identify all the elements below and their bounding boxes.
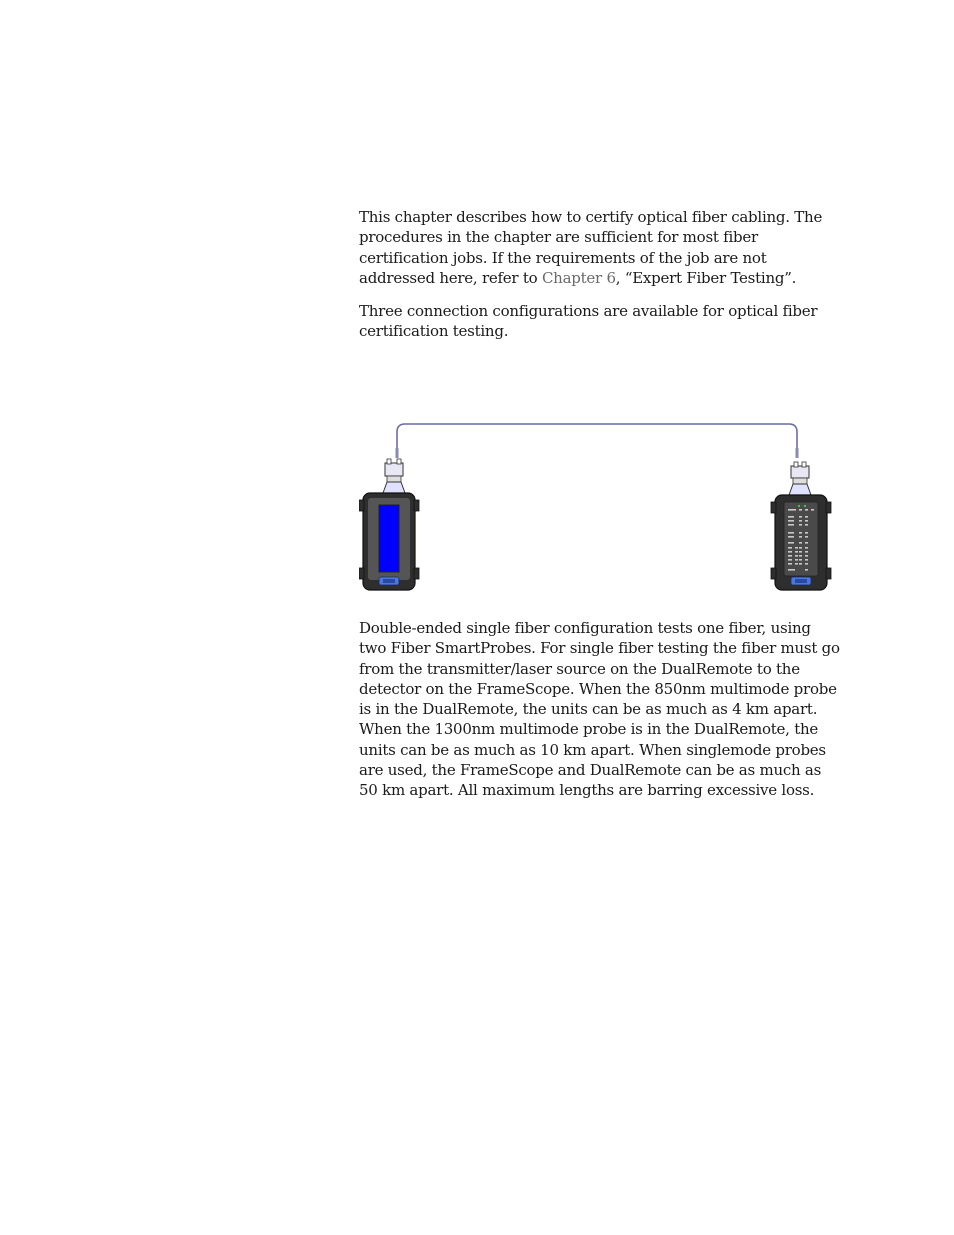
description-line: from the transmitter/laser source on the DualRemote to the (359, 659, 800, 678)
framescope-unit (359, 459, 419, 590)
configurations-paragraph (359, 301, 859, 342)
configurations-line: certification testing. (359, 322, 509, 341)
description-line: are used, the FrameScope and DualRemote can be as much as (359, 761, 822, 780)
intro-paragraph (359, 207, 859, 288)
lcd-screen (379, 505, 399, 572)
description-line: When the 1300nm multimode probe is in the DualRemote, the (359, 720, 819, 739)
description-line: two Fiber SmartProbes. For single fiber testing the fiber must go (359, 639, 840, 658)
intro-line (359, 268, 859, 288)
intro-prefix: addressed here, refer to (359, 268, 542, 287)
fiber-cable (397, 424, 797, 453)
intro-suffix: , “Expert Fiber Testing”. (615, 268, 797, 287)
chapter-6-link[interactable]: Chapter 6 (541, 268, 616, 287)
probe-body (789, 484, 811, 495)
description-line: 50 km apart. All maximum lengths are barring excessive loss. (359, 781, 815, 800)
intro-line: This chapter describes how to certify optical fiber cabling. The (359, 208, 823, 226)
description-paragraph (359, 618, 859, 801)
description-line: units can be as much as 10 km apart. When singlemode probes (359, 740, 826, 759)
single-fiber-configuration-diagram (359, 418, 839, 596)
probe-connector (791, 466, 809, 478)
description-line: Double-ended single fiber configuration tests one fiber, using (359, 619, 811, 637)
probe-neck (793, 478, 807, 484)
intro-line: certification jobs. If the requirements of the job are not (359, 248, 767, 267)
configurations-line: Three connection configurations are available for optical fiber (359, 302, 818, 320)
intro-line: procedures in the chapter are sufficient for most fiber (359, 228, 758, 247)
probe-body (383, 482, 405, 493)
probe-neck (387, 476, 401, 482)
cable-boot-left (396, 448, 399, 458)
cable-boot-right (796, 448, 799, 458)
dualremote-unit (771, 462, 831, 590)
led-panel (784, 502, 818, 576)
probe-connector (385, 463, 403, 476)
description-line: detector on the FrameScope. When the 850nm multimode probe (359, 679, 837, 698)
description-line: is in the DualRemote, the units can be as much as 4 km apart. (359, 700, 818, 719)
